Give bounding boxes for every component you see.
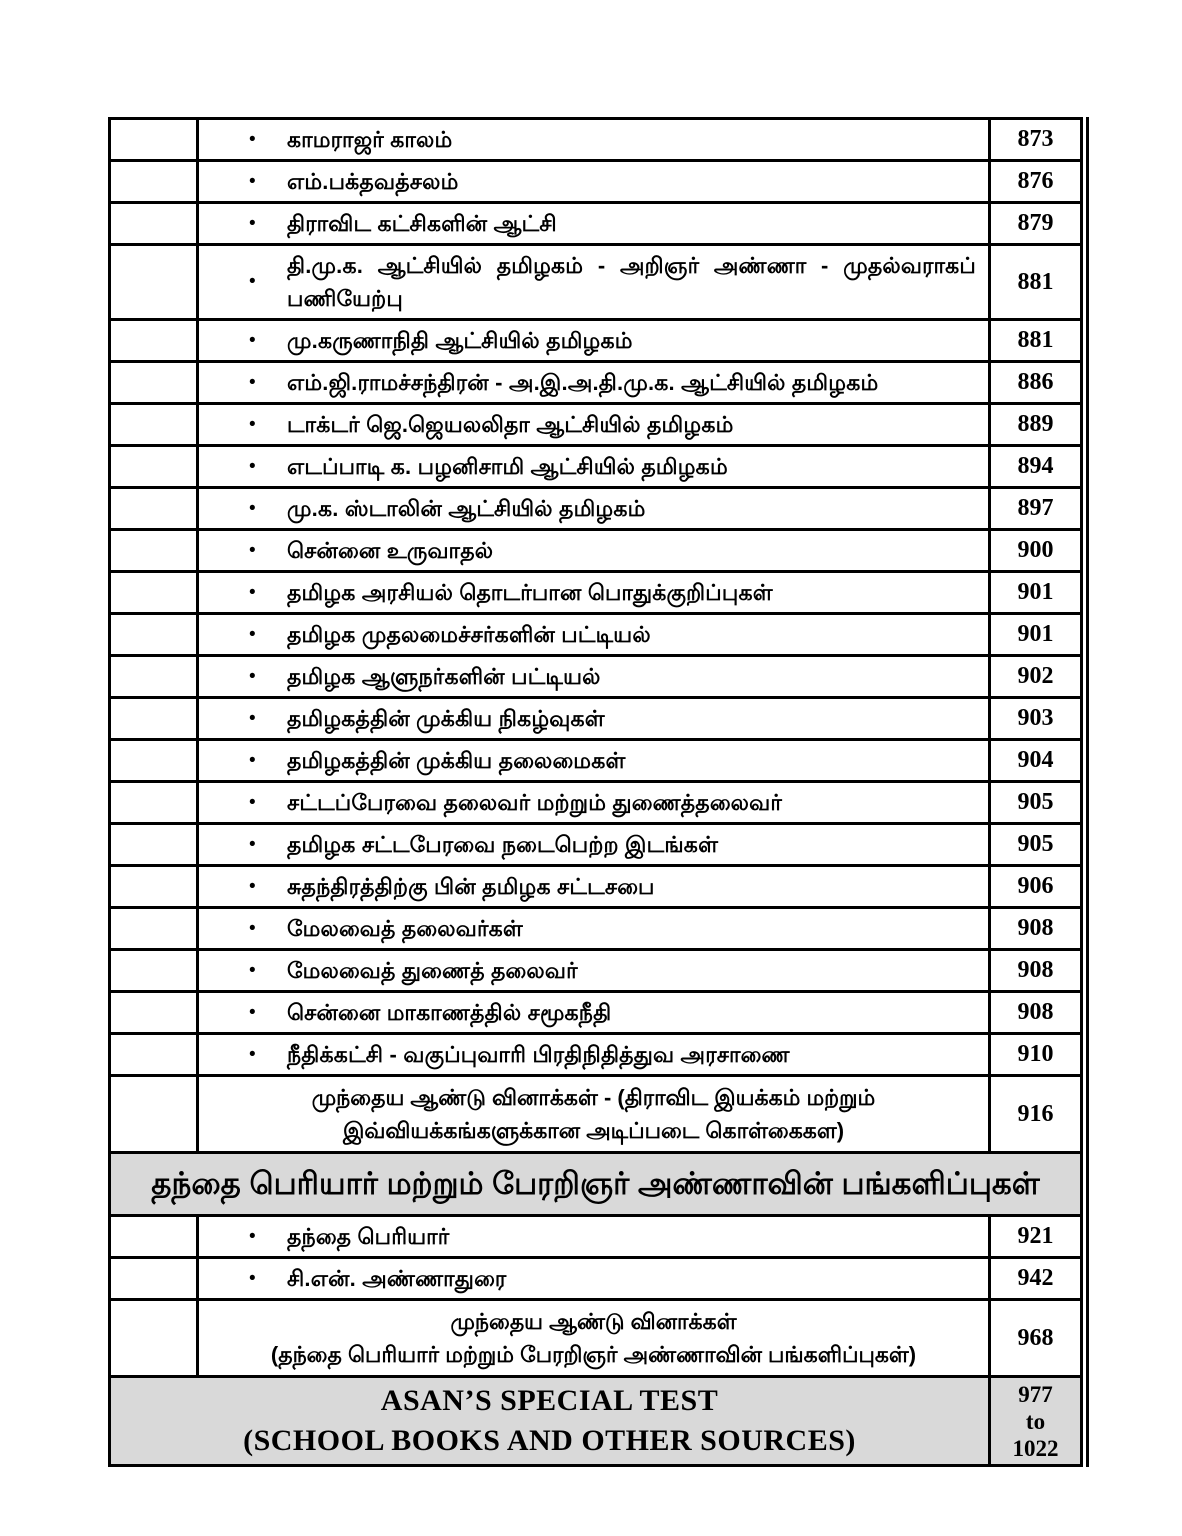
bullet-icon: •: [249, 917, 256, 939]
entry-title: மேலவைத் துணைத் தலைவர்: [287, 958, 578, 983]
entry-title: நீதிக்கட்சி - வகுப்புவாரி பிரதிநிதித்துவ அரசாணை: [287, 1042, 790, 1067]
page-number: 905: [990, 824, 1082, 866]
entry-title: சட்டப்பேரவை தலைவர் மற்றும் துணைத்தலைவர்: [287, 790, 783, 815]
entry-title: தந்தை பெரியார்: [287, 1224, 450, 1249]
entry-cell: [198, 203, 990, 245]
bullet-icon: •: [249, 413, 256, 435]
numbering-cell-empty: [110, 1216, 198, 1258]
page-number: 897: [990, 488, 1082, 530]
entry-cell: [198, 1300, 990, 1377]
numbering-cell-empty: [110, 698, 198, 740]
entry-title: தி.மு.க. ஆட்சியில் தமிழகம் - அறிஞர் அண்ணா - முதல்வராகப் பணியேற்பு: [287, 253, 976, 311]
toc-row: [110, 992, 1082, 1034]
bullet-icon: •: [249, 329, 256, 351]
page-number: 968: [990, 1300, 1082, 1377]
toc-row: [110, 656, 1082, 698]
toc-row: [110, 404, 1082, 446]
entry-title-line: இவ்வியக்கங்களுக்கான அடிப்படை கொள்கைகள): [342, 1118, 845, 1143]
entry-title: திராவிட கட்சிகளின் ஆட்சி: [287, 211, 557, 236]
toc-row: [110, 782, 1082, 824]
toc-row: [110, 1258, 1082, 1300]
entry-cell: [198, 1258, 990, 1300]
numbering-cell-empty: [110, 866, 198, 908]
page-number: 881: [990, 320, 1082, 362]
page-number: 916: [990, 1076, 1082, 1153]
entry-cell: [198, 1034, 990, 1076]
entry-cell: [198, 908, 990, 950]
bullet-icon: •: [249, 1267, 256, 1289]
toc-row: [110, 245, 1082, 320]
entry-cell: [198, 866, 990, 908]
toc-row: [110, 950, 1082, 992]
entry-cell: [198, 572, 990, 614]
numbering-cell-empty: [110, 1258, 198, 1300]
numbering-cell-empty: [110, 446, 198, 488]
numbering-cell-empty: [110, 488, 198, 530]
numbering-cell-empty: [110, 1076, 198, 1153]
toc-row: [110, 908, 1082, 950]
entry-cell: [198, 404, 990, 446]
page-number: 908: [990, 950, 1082, 992]
bullet-icon: •: [249, 128, 256, 150]
section-header-title: தந்தை பெரியார் மற்றும் பேரறிஞர் அண்ணாவின் பங்களிப்புகள்: [151, 1166, 1040, 1201]
entry-cell: [198, 698, 990, 740]
entry-title-line: (தந்தை பெரியார் மற்றும் பேரறிஞர் அண்ணாவின் பங்களிப்புகள்): [270, 1342, 917, 1367]
page-number: 904: [990, 740, 1082, 782]
entry-cell: [198, 950, 990, 992]
entry-cell: [198, 782, 990, 824]
page-number: 901: [990, 614, 1082, 656]
section-header-cell: [110, 1153, 1082, 1216]
entry-title: மு.கருணாநிதி ஆட்சியில் தமிழகம்: [287, 328, 633, 353]
entry-cell: [198, 245, 990, 320]
bullet-icon: •: [249, 623, 256, 645]
toc-row: [110, 203, 1082, 245]
toc-row: [110, 614, 1082, 656]
bullet-icon: •: [249, 1001, 256, 1023]
entry-title: தமிழக முதலமைச்சர்களின் பட்டியல்: [287, 622, 651, 647]
numbering-cell-empty: [110, 908, 198, 950]
toc-row: [110, 824, 1082, 866]
entry-title: டாக்டர் ஜெ.ஜெயலலிதா ஆட்சியில் தமிழகம்: [287, 412, 734, 437]
numbering-cell-empty: [110, 1034, 198, 1076]
entry-title: தமிழக அரசியல் தொடர்பான பொதுக்குறிப்புகள்: [287, 580, 773, 605]
numbering-cell-empty: [110, 530, 198, 572]
entry-title: சென்னை மாகாணத்தில் சமூகநீதி: [287, 1000, 612, 1025]
entry-cell: [198, 614, 990, 656]
entry-title: தமிழக ஆளுநர்களின் பட்டியல்: [287, 664, 601, 689]
bullet-icon: •: [249, 581, 256, 603]
toc-row: [110, 740, 1082, 782]
numbering-cell-empty: [110, 950, 198, 992]
numbering-cell-empty: [110, 119, 198, 161]
entry-title: தமிழக சட்டபேரவை நடைபெற்ற இடங்கள்: [287, 832, 719, 857]
toc-table-wrap: [108, 117, 1083, 1467]
page-number: 879: [990, 203, 1082, 245]
toc-row: [110, 1076, 1082, 1153]
numbering-cell-empty: [110, 614, 198, 656]
entry-cell: [198, 530, 990, 572]
entry-title-line: முந்தைய ஆண்டு வினாக்கள் - (திராவிட இயக்கம் மற்றும்: [311, 1085, 876, 1110]
bullet-icon: •: [249, 1043, 256, 1065]
toc-row: [110, 446, 1082, 488]
bullet-icon: •: [249, 539, 256, 561]
toc-row: [110, 320, 1082, 362]
entry-cell: [198, 824, 990, 866]
entry-cell: [198, 740, 990, 782]
numbering-cell-empty: [110, 203, 198, 245]
page-number: 942: [990, 1258, 1082, 1300]
toc-table: [108, 117, 1083, 1467]
page-number: 886: [990, 362, 1082, 404]
entry-title: எம்.ஜி.ராமச்சந்திரன் - அ.இ.அ.தி.மு.க. ஆட்சியில் தமிழகம்: [287, 370, 879, 395]
toc-row: [110, 488, 1082, 530]
numbering-cell-empty: [110, 782, 198, 824]
bullet-icon: •: [249, 707, 256, 729]
page-number: 910: [990, 1034, 1082, 1076]
page-number: 873: [990, 119, 1082, 161]
entry-cell: [198, 446, 990, 488]
bullet-icon: •: [249, 833, 256, 855]
entry-title: தமிழகத்தின் முக்கிய நிகழ்வுகள்: [287, 706, 605, 731]
numbering-cell-empty: [110, 1300, 198, 1377]
entry-title: சுதந்திரத்திற்கு பின் தமிழக சட்டசபை: [287, 874, 655, 899]
entry-cell: [198, 320, 990, 362]
page-number: 876: [990, 161, 1082, 203]
entry-cell: [198, 992, 990, 1034]
entry-title: சி.என். அண்ணாதுரை: [287, 1266, 507, 1291]
toc-row: [110, 1216, 1082, 1258]
entry-title: மு.க. ஸ்டாலின் ஆட்சியில் தமிழகம்: [287, 496, 646, 521]
entry-cell: [198, 161, 990, 203]
toc-row: [110, 698, 1082, 740]
page-number: 921: [990, 1216, 1082, 1258]
bullet-icon: •: [249, 271, 256, 292]
page-range-end: 1022: [1012, 1435, 1059, 1461]
entry-title: எடப்பாடி க. பழனிசாமி ஆட்சியில் தமிழகம்: [287, 454, 728, 479]
toc-row: [110, 161, 1082, 203]
page-number: 894: [990, 446, 1082, 488]
bullet-icon: •: [249, 170, 256, 192]
special-test-cell: [110, 1377, 990, 1466]
toc-row: [110, 1153, 1082, 1216]
numbering-cell-empty: [110, 320, 198, 362]
toc-row: [110, 866, 1082, 908]
numbering-cell-empty: [110, 656, 198, 698]
page-number: 903: [990, 698, 1082, 740]
entry-cell: [198, 1216, 990, 1258]
page-number: 902: [990, 656, 1082, 698]
entry-title-line: முந்தைய ஆண்டு வினாக்கள்: [450, 1309, 737, 1334]
numbering-cell-empty: [110, 161, 198, 203]
numbering-cell-empty: [110, 740, 198, 782]
page-number: 905: [990, 782, 1082, 824]
toc-row: [110, 1300, 1082, 1377]
entry-cell: [198, 362, 990, 404]
entry-title: காமராஜர் காலம்: [287, 127, 453, 152]
bullet-icon: •: [249, 371, 256, 393]
bullet-icon: •: [249, 749, 256, 771]
numbering-cell-empty: [110, 362, 198, 404]
entry-title: எம்.பக்தவத்சலம்: [287, 169, 459, 194]
entry-cell: [198, 119, 990, 161]
bullet-icon: •: [249, 1225, 256, 1247]
toc-row: [110, 1377, 1082, 1466]
numbering-cell-empty: [110, 245, 198, 320]
bullet-icon: •: [249, 791, 256, 813]
bullet-icon: •: [249, 875, 256, 897]
bullet-icon: •: [249, 212, 256, 234]
entry-cell: [198, 656, 990, 698]
page-range-to: to: [1025, 1408, 1046, 1434]
toc-row: [110, 362, 1082, 404]
entry-title: சென்னை உருவாதல்: [287, 538, 494, 563]
numbering-cell-empty: [110, 572, 198, 614]
toc-row: [110, 572, 1082, 614]
entry-title: தமிழகத்தின் முக்கிய தலைமைகள்: [287, 748, 626, 773]
bullet-icon: •: [249, 497, 256, 519]
bullet-icon: •: [249, 455, 256, 477]
entry-title: மேலவைத் தலைவர்கள்: [287, 916, 523, 941]
bullet-icon: •: [249, 665, 256, 687]
page-number: 881: [990, 245, 1082, 320]
page-number: 908: [990, 992, 1082, 1034]
page-number: 901: [990, 572, 1082, 614]
entry-cell: [198, 1076, 990, 1153]
numbering-cell-empty: [110, 404, 198, 446]
toc-row: [110, 119, 1082, 161]
page-number: 900: [990, 530, 1082, 572]
numbering-cell-empty: [110, 992, 198, 1034]
special-test-title-line: ASAN’S SPECIAL TEST: [380, 1384, 719, 1417]
numbering-cell-empty: [110, 824, 198, 866]
page-number: 889: [990, 404, 1082, 446]
page-range-start: 977: [1018, 1381, 1053, 1407]
entry-cell: [198, 488, 990, 530]
special-test-title-line: (SCHOOL BOOKS AND OTHER SOURCES): [243, 1424, 856, 1457]
page-range: [990, 1377, 1082, 1466]
toc-row: [110, 530, 1082, 572]
page-number: 908: [990, 908, 1082, 950]
bullet-icon: •: [249, 959, 256, 981]
toc-row: [110, 1034, 1082, 1076]
page-number: 906: [990, 866, 1082, 908]
